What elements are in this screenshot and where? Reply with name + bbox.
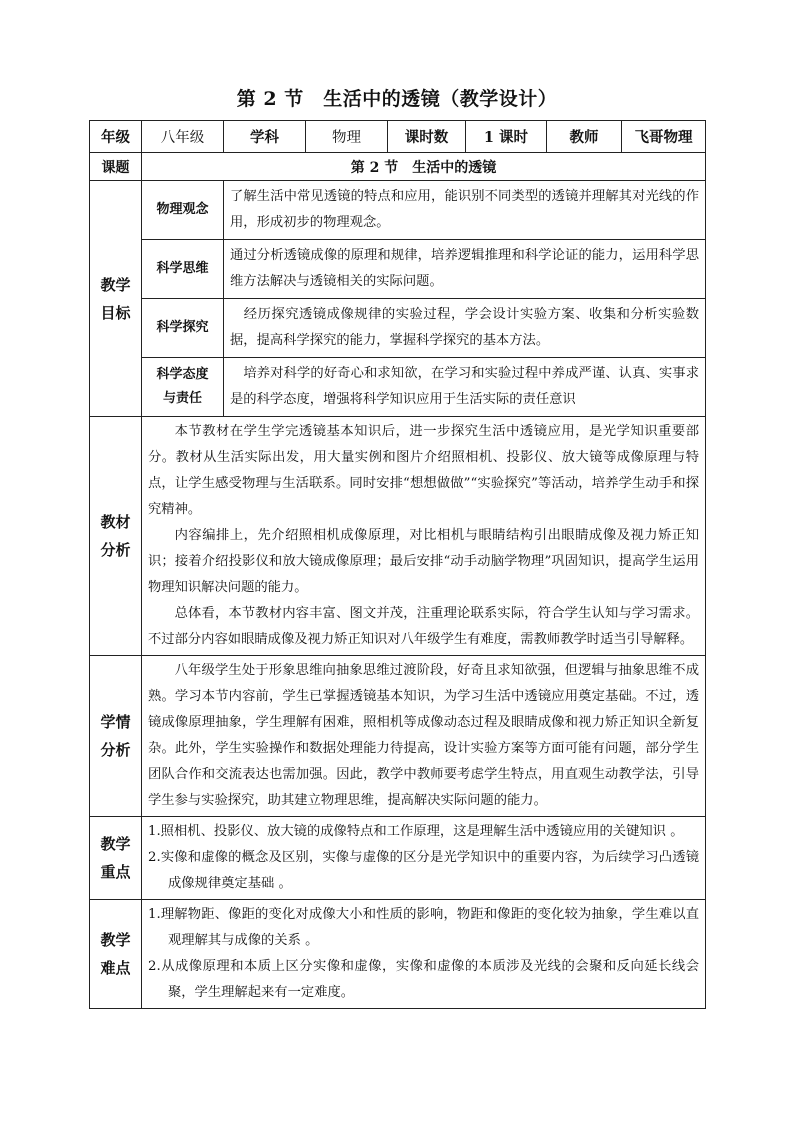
goal-name [142, 181, 224, 240]
goal-name-line: 物理观念 [156, 202, 209, 217]
material-label [90, 417, 142, 656]
material-paragraph: 内容编排上，先介绍照相机成像原理，对比相机与眼睛结构引出眼睛成像及视力矫正知识；接着介绍投影仪和放大镜成像原理；最后安排“动手动脑学物理”巩固知识，提高学生运用物理知识解决问题的能力。 [148, 528, 699, 595]
teacher-value: 飞哥物理 [622, 121, 706, 153]
hours-value: 1 课时 [466, 121, 547, 153]
goal-row [90, 240, 706, 299]
topic-label: 课题 [90, 153, 142, 181]
students-row [90, 656, 706, 817]
goal-row [90, 299, 706, 358]
students-label-line2: 分析 [100, 741, 131, 759]
students-text [142, 656, 706, 817]
goal-name [142, 299, 224, 358]
topic-value: 第 2 节 生活中的透镜 [142, 153, 706, 181]
difficulties-row [90, 900, 706, 1009]
page-title: 第 2 节 生活中的透镜（教学设计） [236, 88, 558, 110]
difficulty-item: 1.理解物距、像距的变化对成像大小和性质的影响，物距和像距的变化较为抽象，学生难以直观理解其与成像的关系 。 [148, 907, 699, 948]
key-points-label [90, 817, 142, 900]
goal-row [90, 181, 706, 240]
goal-name-line: 科学态度 [156, 367, 209, 382]
lesson-plan-table [89, 120, 706, 1009]
students-label-line1: 学情 [100, 713, 131, 731]
grade-label: 年级 [90, 121, 142, 153]
header-row [90, 121, 706, 153]
hours-label: 课时数 [388, 121, 466, 153]
goal-text: 了解生活中常见透镜的特点和应用，能识别不同类型的透镜并理解其对光线的作用，形成初步的物理观念。 [224, 181, 706, 240]
goal-name [142, 240, 224, 299]
difficulties-label [90, 900, 142, 1009]
grade-value: 八年级 [142, 121, 224, 153]
goal-row [90, 358, 706, 417]
students-label [90, 656, 142, 817]
goal-text: 培养对科学的好奇心和求知欲，在学习和实验过程中养成严谨、认真、实事求是的科学态度，增强将科学知识应用于生活实际的责任意识 [224, 358, 706, 417]
goal-name-line: 科学思维 [156, 261, 209, 276]
material-paragraph: 本节教材在学生学完透镜基本知识后，进一步探究生活中透镜应用，是光学知识重要部分。教材从生活实际出发，用大量实例和图片介绍照相机、投影仪、放大镜等成像原理与特点，让学生感受物理与生活联系。同时安排“想想做做”“实验探究”等活动，培养学生动手和探究精神。 [148, 424, 699, 517]
goals-label-line2: 目标 [100, 303, 131, 322]
key-points-label-line1: 教学 [100, 835, 131, 853]
goals-label-line1: 教学 [100, 275, 131, 294]
goal-name-line: 科学探究 [156, 320, 209, 335]
difficulty-item: 2.从成像原理和本质上区分实像和虚像，实像和虚像的本质涉及光线的会聚和反向延长线会聚，学生理解起来有一定难度。 [148, 959, 699, 1000]
key-point-item: 1.照相机、投影仪、放大镜的成像特点和工作原理，这是理解生活中透镜应用的关键知识 。 [148, 824, 684, 839]
material-label-line2: 分析 [100, 541, 131, 559]
difficulties-label-line1: 教学 [100, 931, 131, 949]
key-points-label-line2: 重点 [100, 863, 131, 881]
goals-label [90, 181, 142, 417]
difficulties-label-line2: 难点 [100, 959, 131, 977]
key-points-row [90, 817, 706, 900]
goal-name [142, 358, 224, 417]
key-point-item: 2.实像和虚像的概念及区别，实像与虚像的区分是光学知识中的重要内容，为后续学习凸透镜成像规律奠定基础 。 [148, 850, 699, 891]
material-label-line1: 教材 [100, 513, 131, 531]
material-row [90, 417, 706, 656]
subject-label: 学科 [224, 121, 306, 153]
goal-text: 经历探究透镜成像规律的实验过程，学会设计实验方案、收集和分析实验数据，提高科学探究的能力，掌握科学探究的基本方法。 [224, 299, 706, 358]
key-points-text [142, 817, 706, 900]
students-paragraph: 八年级学生处于形象思维向抽象思维过渡阶段，好奇且求知欲强，但逻辑与抽象思维不成熟。学习本节内容前，学生已掌握透镜基本知识，为学习生活中透镜应用奠定基础。不过，透镜成像原理抽象，学生理解有困难，照相机等成像动态过程及眼睛成像和视力矫正知识全新复杂。此外，学生实验操作和数据处理能力待提高，设计实验方案等方面可能有问题，部分学生团队合作和交流表达也需加强。因此，教学中教师要考虑学生特点，用直观生动教学法，引导学生参与实验探究，助其建立物理思维，提高解决实际问题的能力。 [148, 663, 699, 808]
goal-text: 通过分析透镜成像的原理和规律，培养逻辑推理和科学论证的能力，运用科学思维方法解决与透镜相关的实际问题。 [224, 240, 706, 299]
topic-row [90, 153, 706, 181]
difficulties-text [142, 900, 706, 1009]
subject-value: 物理 [306, 121, 388, 153]
material-paragraph: 总体看，本节教材内容丰富、图文并茂，注重理论联系实际，符合学生认知与学习需求。不过部分内容如眼睛成像及视力矫正知识对八年级学生有难度，需教师教学时适当引导解释。 [148, 606, 699, 647]
teacher-label: 教师 [547, 121, 622, 153]
goal-name-line: 与责任 [162, 391, 202, 406]
material-text [142, 417, 706, 656]
